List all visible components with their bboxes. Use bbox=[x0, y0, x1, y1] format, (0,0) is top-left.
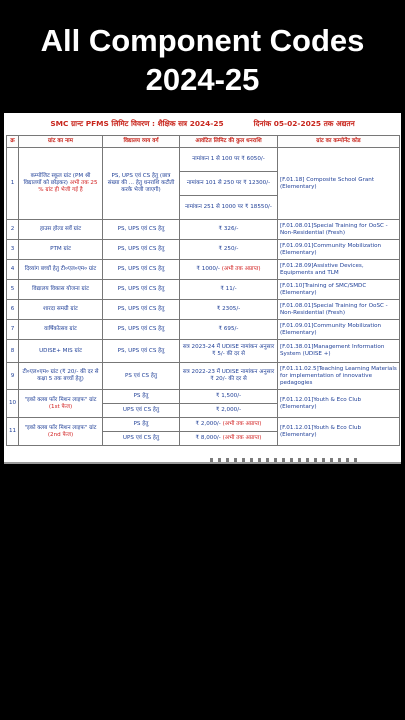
limit-value: ₹ 2,000/- bbox=[215, 407, 242, 413]
school-category: PS हेतु bbox=[103, 418, 180, 432]
table-row bbox=[7, 260, 400, 280]
limit-amount bbox=[180, 432, 278, 446]
table-row bbox=[7, 220, 400, 240]
limit-value: ₹ 326/- bbox=[218, 226, 239, 232]
row-number: 1 bbox=[7, 148, 19, 220]
school-category: PS, UPS एवं CS हेतु (छात्र संख्या की ... हेतु धनराशि कटौती करके भेजी जाएगी) bbox=[103, 148, 180, 220]
limit-amount bbox=[180, 320, 278, 340]
table-header-row bbox=[7, 136, 400, 148]
table-row bbox=[7, 363, 400, 390]
row-number: 5 bbox=[7, 280, 19, 300]
row-number: 8 bbox=[7, 340, 19, 363]
component-code: [F.01.09.01]Community Mobilization (Elementary) bbox=[278, 320, 400, 340]
header-component-code: ग्रांट का कम्पोनेंट कोड bbox=[278, 136, 400, 148]
school-category: PS, UPS एवं CS हेतु bbox=[103, 240, 180, 260]
table-body bbox=[7, 148, 400, 446]
component-code: [F.01.08.01]Special Training for OoSC - Non-Residential (Fresh) bbox=[278, 220, 400, 240]
school-category: UPS एवं CS हेतु bbox=[103, 404, 180, 418]
row-number: 6 bbox=[7, 300, 19, 320]
table-row bbox=[7, 390, 400, 404]
grant-name-note: अभी तक 25 % ग्रांट ही भेजी गई है bbox=[38, 180, 98, 193]
headline-line-2: 2024-25 bbox=[145, 62, 260, 97]
grant-name-text: कम्पोजिट स्कूल ग्रांट (PM श्री विद्यालयों को छोड़कर) bbox=[23, 173, 91, 186]
limit-value: ₹ 2,000/- bbox=[195, 421, 223, 427]
limit-value: ₹ 8,000/- bbox=[195, 435, 223, 441]
school-category: PS, UPS एवं CS हेतु bbox=[103, 300, 180, 320]
component-code: [F.01.11.02.5]Teaching Learning Materials for implementation of innovative pedagogies bbox=[278, 363, 400, 390]
school-category: PS एवं CS हेतु bbox=[103, 363, 180, 390]
grant-name bbox=[19, 148, 103, 220]
school-category: PS, UPS एवं CS हेतु bbox=[103, 340, 180, 363]
sheet-title: SMC ग्रान्ट PFMS लिमिट विवरण : शैक्षिक सत्र 2024-25 bbox=[50, 119, 224, 128]
grant-limit-sheet bbox=[4, 113, 401, 462]
limit-value: सत्र 2022-23 में UDISE नामांकन अनुसार ₹ 20/- की दर से bbox=[182, 369, 275, 382]
limit-amount bbox=[180, 404, 278, 418]
limit-value: ₹ 1000/- bbox=[196, 266, 222, 272]
table-row bbox=[7, 418, 400, 432]
table-row bbox=[7, 340, 400, 363]
sheet-bottom-edge bbox=[4, 462, 401, 464]
row-number: 4 bbox=[7, 260, 19, 280]
component-code: [F.01.12.01]Youth & Eco Club (Elementary) bbox=[278, 418, 400, 446]
row-number: 3 bbox=[7, 240, 19, 260]
limit-amount bbox=[180, 280, 278, 300]
header-school-category: विद्यालय व्यय वर्ग bbox=[103, 136, 180, 148]
school-category: PS, UPS एवं CS हेतु bbox=[103, 220, 180, 240]
table-row bbox=[7, 300, 400, 320]
component-code: [F.01.38.01]Management Information System (UDISE +) bbox=[278, 340, 400, 363]
grant-name: दिव्यांग बच्चों हेतु टी०एल०एम० ग्रांट bbox=[19, 260, 103, 280]
school-category: PS हेतु bbox=[103, 390, 180, 404]
limit-amount: नामांकन 251 से 1000 पर ₹ 18550/- bbox=[180, 196, 278, 220]
component-code: [F.01.28.09]Assistive Devices, Equipments and TLM bbox=[278, 260, 400, 280]
limit-note: (अभी तक अप्राप्त) bbox=[222, 435, 262, 441]
grant-name: वार्षिकोत्सव ग्रांट bbox=[19, 320, 103, 340]
limit-amount bbox=[180, 240, 278, 260]
limit-note: (अभी तक अप्राप्त) bbox=[221, 266, 261, 272]
grant-name bbox=[19, 390, 103, 418]
table-row bbox=[7, 240, 400, 260]
row-number: 10 bbox=[7, 390, 19, 418]
table-row bbox=[7, 280, 400, 300]
limit-amount bbox=[180, 220, 278, 240]
grant-name: टी०एल०एम० ग्रांट (₹ 20/- की दर से कक्षा 5 तक बच्चों हेतु) bbox=[19, 363, 103, 390]
limit-amount: नामांकन 101 से 250 पर ₹ 12300/- bbox=[180, 172, 278, 196]
grant-name: शारदा समग्री ग्रांट bbox=[19, 300, 103, 320]
school-category: UPS एवं CS हेतु bbox=[103, 432, 180, 446]
school-category: PS, UPS एवं CS हेतु bbox=[103, 280, 180, 300]
grant-name-note: (2nd फेज) bbox=[47, 431, 74, 438]
grant-name: हाउस होल्ड सर्वे ग्रांट bbox=[19, 220, 103, 240]
component-code: [F.01.09.01]Community Mobilization (Elementary) bbox=[278, 240, 400, 260]
component-code: [F.01.12.01]Youth & Eco Club (Elementary) bbox=[278, 390, 400, 418]
headline-line-1: All Component Codes bbox=[40, 23, 365, 58]
limit-amount: नामांकन 1 से 100 पर ₹ 6050/- bbox=[180, 148, 278, 172]
limit-value: ₹ 695/- bbox=[218, 326, 239, 332]
component-code: [F.01.10]Training of SMC/SMDC (Elementary) bbox=[278, 280, 400, 300]
grant-name-text: "इको क्लब फॉर मिशन लाइफ" ग्रांट bbox=[24, 396, 97, 403]
header-limit-amount: आवंटित लिमिट की कुल धनराशि bbox=[180, 136, 278, 148]
grant-name: PTM ग्रांट bbox=[19, 240, 103, 260]
limit-value: ₹ 1,500/- bbox=[215, 393, 242, 399]
table-row bbox=[7, 148, 400, 172]
limit-value: ₹ 250/- bbox=[218, 246, 239, 252]
limit-amount bbox=[180, 340, 278, 363]
grant-name-note: (1st फेज) bbox=[48, 403, 73, 410]
limit-value: ₹ 2305/- bbox=[216, 306, 241, 312]
header-grant-name: ग्रांट का नाम bbox=[19, 136, 103, 148]
limit-value: सत्र 2023-24 में UDISE नामांकन अनुसार ₹ 5/- की दर से bbox=[182, 344, 275, 357]
grant-table bbox=[6, 135, 400, 446]
row-number: 7 bbox=[7, 320, 19, 340]
grant-name: विद्यालय विकास योजना ग्रांट bbox=[19, 280, 103, 300]
component-code: [F.01.18] Composite School Grant (Elementary) bbox=[278, 148, 400, 220]
component-code: [F.01.08.01]Special Training for OoSC - Non-Residential (Fresh) bbox=[278, 300, 400, 320]
row-number: 2 bbox=[7, 220, 19, 240]
limit-amount bbox=[180, 390, 278, 404]
sheet-date: दिनांक 05-02-2025 तक अद्यतन bbox=[253, 119, 355, 128]
school-category: PS, UPS एवं CS हेतु bbox=[103, 260, 180, 280]
row-number: 9 bbox=[7, 363, 19, 390]
limit-amount bbox=[180, 260, 278, 280]
grant-name-text: "इको क्लब फॉर मिशन लाइफ" ग्रांट bbox=[24, 424, 97, 431]
table-row bbox=[7, 320, 400, 340]
school-category: PS, UPS एवं CS हेतु bbox=[103, 320, 180, 340]
grant-name: UDISE+ MIS ग्रांट bbox=[19, 340, 103, 363]
grant-name bbox=[19, 418, 103, 446]
row-number: 11 bbox=[7, 418, 19, 446]
limit-value: ₹ 11/- bbox=[220, 286, 237, 292]
header-sn: क्र bbox=[7, 136, 19, 148]
limit-amount bbox=[180, 418, 278, 432]
limit-note: (अभी तक अप्राप्त) bbox=[222, 421, 262, 427]
limit-amount bbox=[180, 300, 278, 320]
limit-amount bbox=[180, 363, 278, 390]
sheet-title-bar bbox=[4, 113, 401, 135]
